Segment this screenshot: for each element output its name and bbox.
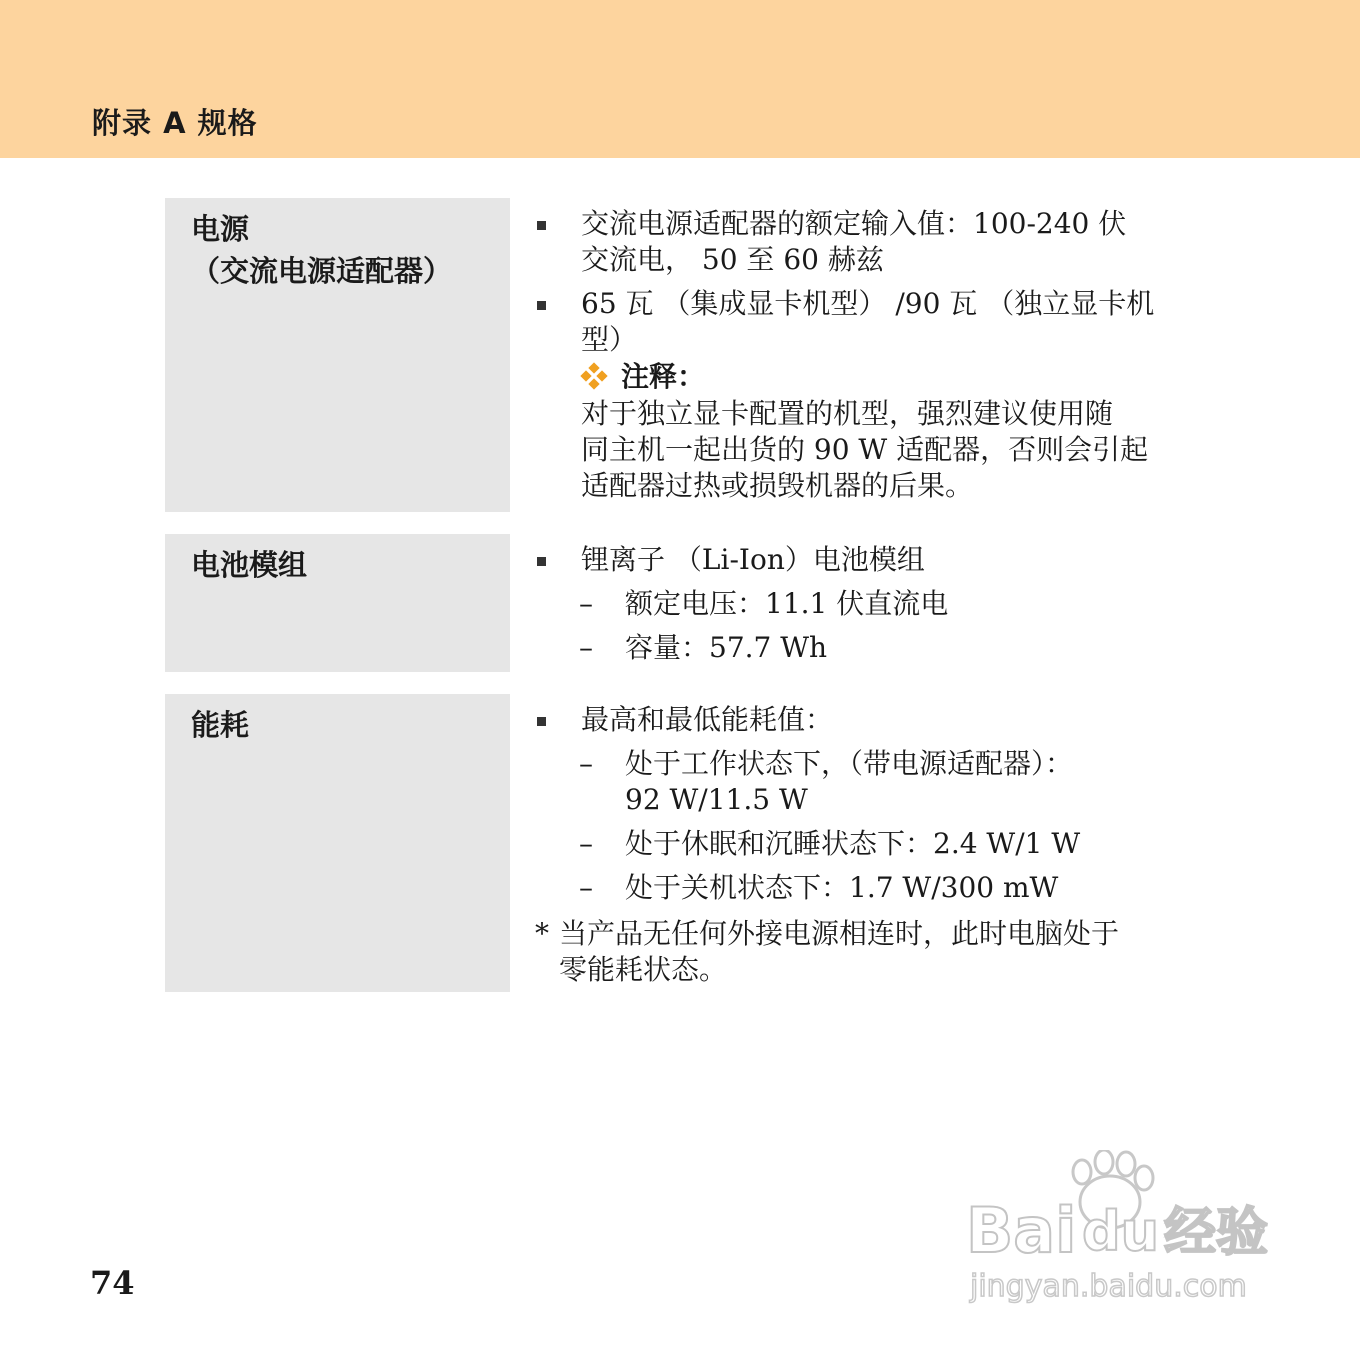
spec-content-power [535,206,1215,512]
dash-mark: – [579,871,593,904]
page-header-band [0,0,1360,158]
watermark-brand: Bai [966,1194,1077,1267]
note-text: 对于独立显卡配置的机型，强烈建议使用随 [581,397,1114,430]
bullet-item [535,702,1215,738]
note-title: 注释： [621,360,706,393]
spec-row-battery [165,534,1205,672]
dash-text: 容量：57.7 Wh [625,631,828,664]
note-diamond-icon [581,363,607,389]
spec-label-consumption [165,694,510,992]
dash-mark: – [579,587,593,620]
dash-item [535,746,1215,818]
section-title: 附录 A 规格 [92,106,258,140]
bullet-text: 锂离子 （Li-Ion）电池模组 [581,543,925,576]
label-line: 电池模组 [191,548,308,582]
bullet-text: 交流电源适配器的额定输入值：100-240 伏 [581,207,1127,240]
dash-mark: – [579,747,593,780]
bullet-item [535,542,1215,578]
watermark-brand-cn: 经验 [1164,1203,1269,1263]
spec-row-power [165,198,1205,512]
dash-text: 额定电压：11.1 伏直流电 [625,587,949,620]
note-text: 同主机一起出货的 90 W 适配器，否则会引起 [581,433,1149,466]
note-heading [581,358,1215,396]
dash-text: 92 W/11.5 W [625,783,808,816]
square-bullet-icon [537,717,546,726]
dash-item [535,630,1215,666]
note-text: 适配器过热或损毁机器的后果。 [581,469,974,502]
dash-item [535,870,1215,906]
spec-label-battery [165,534,510,672]
spec-row-consumption [165,694,1205,992]
spec-label-power [165,198,510,512]
bullet-text: 65 瓦 （集成显卡机型） /90 瓦 （独立显卡机 [581,287,1155,320]
label-line: （交流电源适配器） [191,254,453,288]
dash-text: 处于工作状态下，（带电源适配器）： [625,747,1074,780]
dash-mark: – [579,827,593,860]
asterisk-mark: * [535,917,549,950]
footnote [535,916,1239,988]
bullet-item [535,206,1215,278]
bullet-text: 最高和最低能耗值： [581,703,834,736]
dash-mark: – [579,631,593,664]
watermark-brand-du: du [1082,1200,1160,1263]
dash-text: 处于休眠和沉睡状态下：2.4 W/1 W [625,827,1081,860]
label-line: 能耗 [191,708,250,742]
baidu-watermark [960,1150,1290,1310]
label-line: 电源 [191,212,250,246]
square-bullet-icon [537,221,546,230]
spec-content-battery [535,542,1215,674]
spec-content-consumption [535,702,1215,914]
bullet-text: 型） [581,323,638,356]
watermark-url: jingyan.baidu.com [970,1269,1247,1304]
dash-text: 处于关机状态下：1.7 W/300 mW [625,871,1059,904]
bullet-text: 交流电， 50 至 60 赫兹 [581,243,884,276]
footnote-text: 零能耗状态。 [559,953,728,986]
bullet-item [535,286,1215,504]
dash-item [535,826,1215,862]
footnote-text: 当产品无任何外接电源相连时，此时电脑处于 [559,917,1120,950]
square-bullet-icon [537,557,546,566]
page-number: 74 [90,1264,135,1302]
square-bullet-icon [537,301,546,310]
dash-item [535,586,1215,622]
